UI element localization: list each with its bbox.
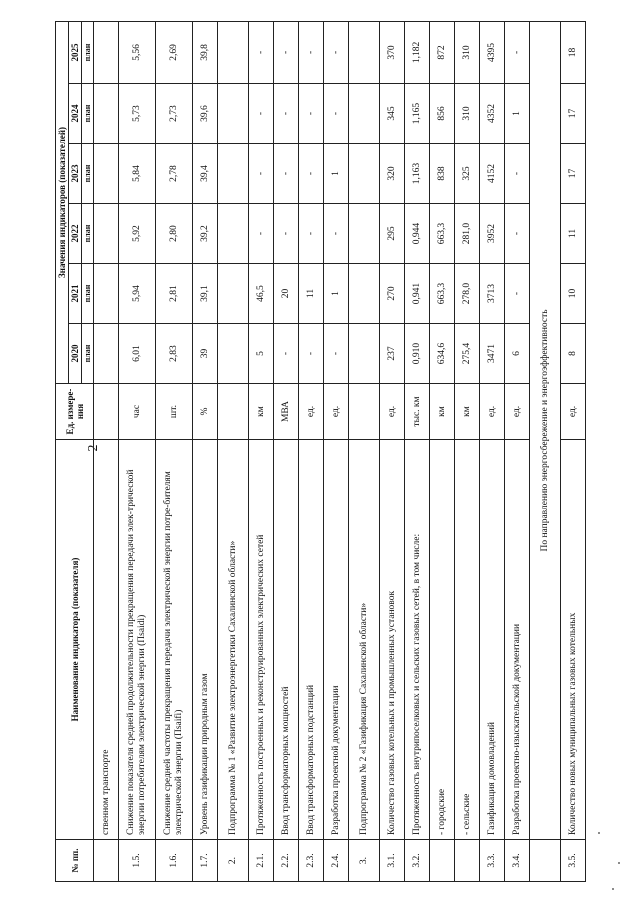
table-body — [94, 21, 586, 881]
row-number: 2. — [218, 840, 249, 882]
row-value: - — [505, 144, 530, 204]
row-name: Снижение средней частоты прекращения передачи электрической энергии потре-бителям электрической энергии (Пsaifi) — [156, 440, 193, 840]
row-value — [94, 84, 119, 144]
table-row — [218, 21, 249, 881]
row-name: Разработка проектной документации — [324, 440, 349, 840]
row-value: - — [249, 21, 274, 83]
row-value: 0,941 — [405, 264, 430, 324]
header-name: Наименование индикатора (показателя) — [56, 440, 94, 840]
row-value: 278,0 — [455, 264, 480, 324]
row-value — [349, 204, 380, 264]
plan-label: план — [82, 264, 94, 324]
row-value: - — [324, 204, 349, 264]
row-number: 3.3. — [480, 840, 505, 882]
row-value: - — [505, 21, 530, 83]
row-value: - — [274, 144, 299, 204]
table-row — [299, 21, 324, 881]
row-value: - — [299, 324, 324, 384]
row-value — [349, 324, 380, 384]
rotated-table-wrapper — [55, 22, 585, 882]
year-2024: 2024 — [69, 84, 82, 144]
row-unit: тыс. км — [405, 384, 430, 440]
row-unit: км — [455, 384, 480, 440]
row-unit: ед. — [505, 384, 530, 440]
row-value: 4352 — [480, 84, 505, 144]
row-value: 5 — [249, 324, 274, 384]
row-number: 3.1. — [380, 840, 405, 882]
row-number: 2.1. — [249, 840, 274, 882]
row-value: 2,81 — [156, 264, 193, 324]
table-row — [94, 21, 119, 881]
scan-speck — [612, 888, 614, 890]
row-unit: МВА — [274, 384, 299, 440]
row-value — [218, 144, 249, 204]
row-name: Снижение показателя средней продолжительности прекращения передачи элек-трической энергии потребителям электрической энергии (Пsaidi) — [119, 440, 156, 840]
row-value: 39,4 — [193, 144, 218, 204]
row-value: 39,8 — [193, 21, 218, 83]
row-value: 2,73 — [156, 84, 193, 144]
row-value: 237 — [380, 324, 405, 384]
row-value — [349, 21, 380, 83]
row-value: 17 — [561, 84, 586, 144]
row-value: 872 — [430, 21, 455, 83]
row-value: 39,1 — [193, 264, 218, 324]
row-value: 0,910 — [405, 324, 430, 384]
row-value: 5,92 — [119, 204, 156, 264]
row-unit: ед. — [561, 384, 586, 440]
row-value: 270 — [380, 264, 405, 324]
row-value — [218, 21, 249, 83]
row-value: 2,78 — [156, 144, 193, 204]
row-unit — [94, 384, 119, 440]
row-value: 5,73 — [119, 84, 156, 144]
row-name: Протяженность внутрипоселковых и сельских газовых сетей, в том числе: — [405, 440, 430, 840]
row-value — [94, 144, 119, 204]
table-row — [380, 21, 405, 881]
table-row — [119, 21, 156, 881]
table-row — [193, 21, 218, 881]
table-row — [561, 21, 586, 881]
row-value: - — [299, 144, 324, 204]
row-unit: ед. — [480, 384, 505, 440]
row-value: 39,2 — [193, 204, 218, 264]
row-value — [349, 144, 380, 204]
year-2025: 2025 — [69, 21, 82, 83]
indicators-table — [55, 21, 586, 882]
table-row — [430, 21, 455, 881]
table-row — [274, 21, 299, 881]
row-unit: км — [249, 384, 274, 440]
row-value — [218, 324, 249, 384]
row-value: 6,01 — [119, 324, 156, 384]
row-unit: шт. — [156, 384, 193, 440]
row-unit — [349, 384, 380, 440]
row-value: 3952 — [480, 204, 505, 264]
row-name: Подпрограмма № 2 «Газификация Сахалинской области» — [349, 440, 380, 840]
row-value: 3471 — [480, 324, 505, 384]
year-2023: 2023 — [69, 144, 82, 204]
section-empty — [530, 840, 561, 882]
plan-label: план — [82, 21, 94, 83]
row-unit: ед. — [299, 384, 324, 440]
row-number: 3.2. — [405, 840, 430, 882]
row-value: 1 — [324, 144, 349, 204]
page-number: 2 — [86, 444, 101, 452]
section-row — [530, 21, 561, 881]
row-value: 325 — [455, 144, 480, 204]
row-value: - — [249, 144, 274, 204]
row-value: 2,83 — [156, 324, 193, 384]
header-unit: Ед. измере-ния — [56, 384, 94, 440]
row-value: 1 — [324, 264, 349, 324]
row-unit: час — [119, 384, 156, 440]
row-value: 11 — [299, 264, 324, 324]
row-value: 370 — [380, 21, 405, 83]
row-number: 2.3. — [299, 840, 324, 882]
row-value — [94, 264, 119, 324]
row-unit — [218, 384, 249, 440]
table-row — [455, 21, 480, 881]
row-value: - — [274, 324, 299, 384]
year-2020: 2020 — [69, 324, 82, 384]
row-value: 1,163 — [405, 144, 430, 204]
table-row — [324, 21, 349, 881]
row-number — [94, 840, 119, 882]
row-value: 39 — [193, 324, 218, 384]
row-value: 310 — [455, 84, 480, 144]
row-value: 5,56 — [119, 21, 156, 83]
row-number: 1.6. — [156, 840, 193, 882]
row-value: 275,4 — [455, 324, 480, 384]
row-value: - — [324, 84, 349, 144]
row-value: 4395 — [480, 21, 505, 83]
row-value — [218, 84, 249, 144]
row-value: 8 — [561, 324, 586, 384]
row-name: Газификация домовладений — [480, 440, 505, 840]
row-value: 2,80 — [156, 204, 193, 264]
row-number: 3.4. — [505, 840, 530, 882]
row-value: 6 — [505, 324, 530, 384]
row-name: Разработка проектно-изыскательской документации — [505, 440, 530, 840]
table-row — [405, 21, 430, 881]
row-name: Ввод трансформаторных мощностей — [274, 440, 299, 840]
row-value: 5,84 — [119, 144, 156, 204]
row-value: 310 — [455, 21, 480, 83]
row-name: Подпрограмма № 1 «Развитие электроэнергетики Сахалинской области» — [218, 440, 249, 840]
row-value: - — [324, 324, 349, 384]
row-number: 2.2. — [274, 840, 299, 882]
plan-label: план — [82, 204, 94, 264]
row-number — [455, 840, 480, 882]
row-value: 3713 — [480, 264, 505, 324]
section-title: По направлению энергосбережение и энергоэффективность — [530, 21, 561, 839]
row-value: - — [274, 21, 299, 83]
row-value: 320 — [380, 144, 405, 204]
row-value: - — [249, 84, 274, 144]
year-2022: 2022 — [69, 204, 82, 264]
row-name: Протяженность построенных и реконструированных электрических сетей — [249, 440, 274, 840]
row-value: 5,94 — [119, 264, 156, 324]
header-values: Значения индикаторов (показателей) — [56, 21, 69, 383]
scan-speck — [598, 832, 600, 834]
row-unit: % — [193, 384, 218, 440]
plan-label: план — [82, 144, 94, 204]
row-value — [349, 264, 380, 324]
row-value: - — [249, 204, 274, 264]
row-number: 3.5. — [561, 840, 586, 882]
row-value — [349, 84, 380, 144]
row-number: 1.5. — [119, 840, 156, 882]
row-value: 17 — [561, 144, 586, 204]
row-value — [218, 264, 249, 324]
row-number: 1.7. — [193, 840, 218, 882]
row-value: 295 — [380, 204, 405, 264]
plan-label: план — [82, 324, 94, 384]
row-value: - — [299, 21, 324, 83]
row-name: - сельские — [455, 440, 480, 840]
row-value: 39,6 — [193, 84, 218, 144]
row-name: Уровень газификации природным газом — [193, 440, 218, 840]
row-name: ственном транспорте — [94, 440, 119, 840]
table-row — [349, 21, 380, 881]
row-value: 0,944 — [405, 204, 430, 264]
row-value: 11 — [561, 204, 586, 264]
row-value: 18 — [561, 21, 586, 83]
row-value: 4152 — [480, 144, 505, 204]
row-value: 856 — [430, 84, 455, 144]
row-value: - — [505, 204, 530, 264]
row-value: 1 — [505, 84, 530, 144]
row-value: 634,6 — [430, 324, 455, 384]
row-value — [94, 21, 119, 83]
table-row — [249, 21, 274, 881]
row-value: 10 — [561, 264, 586, 324]
row-value: 663,3 — [430, 204, 455, 264]
table-row — [156, 21, 193, 881]
row-number — [430, 840, 455, 882]
row-value: 838 — [430, 144, 455, 204]
row-name: Количество газовых котельных и промышленных установок — [380, 440, 405, 840]
row-value: - — [274, 84, 299, 144]
header-no: № пп. — [56, 840, 94, 882]
row-value: 663,3 — [430, 264, 455, 324]
row-value: 2,69 — [156, 21, 193, 83]
row-value — [218, 204, 249, 264]
row-name: Количество новых муниципальных газовых котельных — [561, 440, 586, 840]
row-value: - — [505, 264, 530, 324]
row-value: 20 — [274, 264, 299, 324]
row-number: 3. — [349, 840, 380, 882]
row-value: - — [299, 204, 324, 264]
row-value: 281,0 — [455, 204, 480, 264]
table-row — [505, 21, 530, 881]
row-value: 1,165 — [405, 84, 430, 144]
row-number: 2.4. — [324, 840, 349, 882]
row-value: - — [299, 84, 324, 144]
year-2021: 2021 — [69, 264, 82, 324]
row-value: 345 — [380, 84, 405, 144]
row-value: 46,5 — [249, 264, 274, 324]
plan-label: план — [82, 84, 94, 144]
table-row — [480, 21, 505, 881]
row-value: - — [324, 21, 349, 83]
row-unit: ед. — [380, 384, 405, 440]
scan-speck — [618, 862, 620, 864]
row-name: - городские — [430, 440, 455, 840]
row-name: Ввод трансформаторных подстанций — [299, 440, 324, 840]
row-value — [94, 324, 119, 384]
row-value: - — [274, 204, 299, 264]
row-unit: ед. — [324, 384, 349, 440]
row-unit: км — [430, 384, 455, 440]
row-value — [94, 204, 119, 264]
row-value: 1,182 — [405, 21, 430, 83]
